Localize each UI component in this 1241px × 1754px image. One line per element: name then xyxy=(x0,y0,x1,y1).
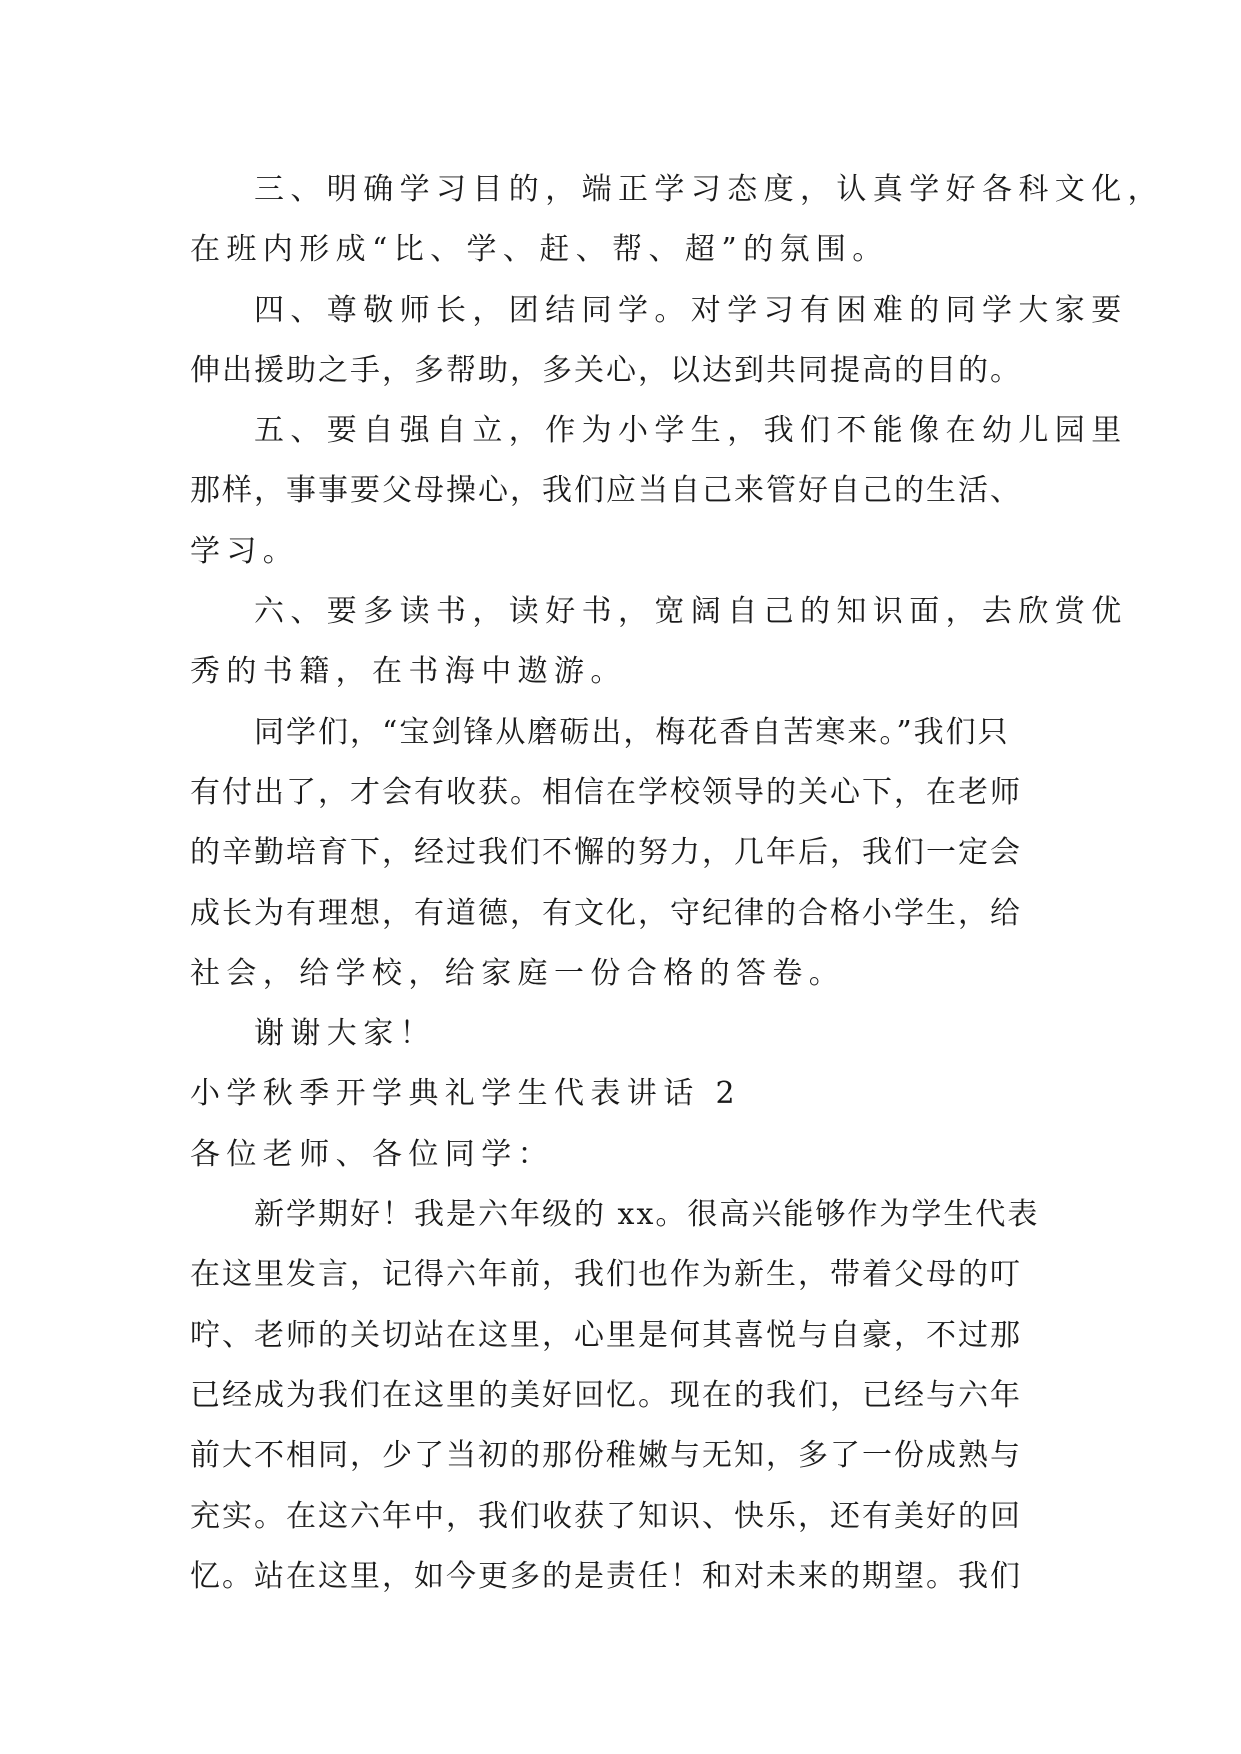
text-line: 六、要多读书，读好书，宽阔自己的知识面，去欣赏优 xyxy=(254,594,1128,630)
text-line: 社会，给学校，给家庭一份合格的答卷。 xyxy=(190,955,846,991)
text-line: 四、尊敬师长，团结同学。对学习有困难的同学大家要 xyxy=(254,292,1128,328)
text-line: 咛、老师的关切站在这里，心里是何其喜悦与自豪，不过那 xyxy=(190,1317,1022,1353)
text-line: 新学期好！我是六年级的 xx。很高兴能够作为学生代表 xyxy=(254,1197,1040,1233)
section-heading: 小学秋季开学典礼学生代表讲话 2 xyxy=(190,1076,742,1112)
text-line: 伸出援助之手，多帮助，多关心，以达到共同提高的目的。 xyxy=(190,352,1022,388)
document-body xyxy=(190,160,1164,1607)
text-line: 在班内形成“比、学、赶、帮、超”的氛围。 xyxy=(190,232,889,268)
text-line: 充实。在这六年中，我们收获了知识、快乐，还有美好的回 xyxy=(190,1498,1022,1534)
text-line: 前大不相同，少了当初的那份稚嫩与无知，多了一份成熟与 xyxy=(190,1438,1022,1474)
text-line: 学习。 xyxy=(190,533,300,569)
text-line: 已经成为我们在这里的美好回忆。现在的我们，已经与六年 xyxy=(190,1377,1022,1413)
text-line: 那样，事事要父母操心，我们应当自己来管好自己的生活、 xyxy=(190,473,1022,509)
text-line: 五、要自强自立，作为小学生，我们不能像在幼儿园里 xyxy=(254,413,1128,449)
text-line: 同学们，“宝剑锋从磨砺出，梅花香自苦寒来。”我们只 xyxy=(254,714,1010,750)
text-line: 在这里发言，记得六年前，我们也作为新生，带着父母的叮 xyxy=(190,1257,1022,1293)
text-line: 谢谢大家！ xyxy=(254,1016,436,1052)
text-line: 有付出了，才会有收获。相信在学校领导的关心下，在老师 xyxy=(190,774,1022,810)
text-line: 的辛勤培育下，经过我们不懈的努力，几年后，我们一定会 xyxy=(190,835,1022,871)
text-line: 秀的书籍，在书海中遨游。 xyxy=(190,654,627,690)
salutation: 各位老师、各位同学： xyxy=(190,1136,554,1172)
text-line: 忆。站在这里，如今更多的是责任！和对未来的期望。我们 xyxy=(190,1558,1022,1594)
text-line: 三、明确学习目的，端正学习态度，认真学好各科文化， xyxy=(254,172,1164,207)
text-line: 成长为有理想，有道德，有文化，守纪律的合格小学生，给 xyxy=(190,895,1022,931)
